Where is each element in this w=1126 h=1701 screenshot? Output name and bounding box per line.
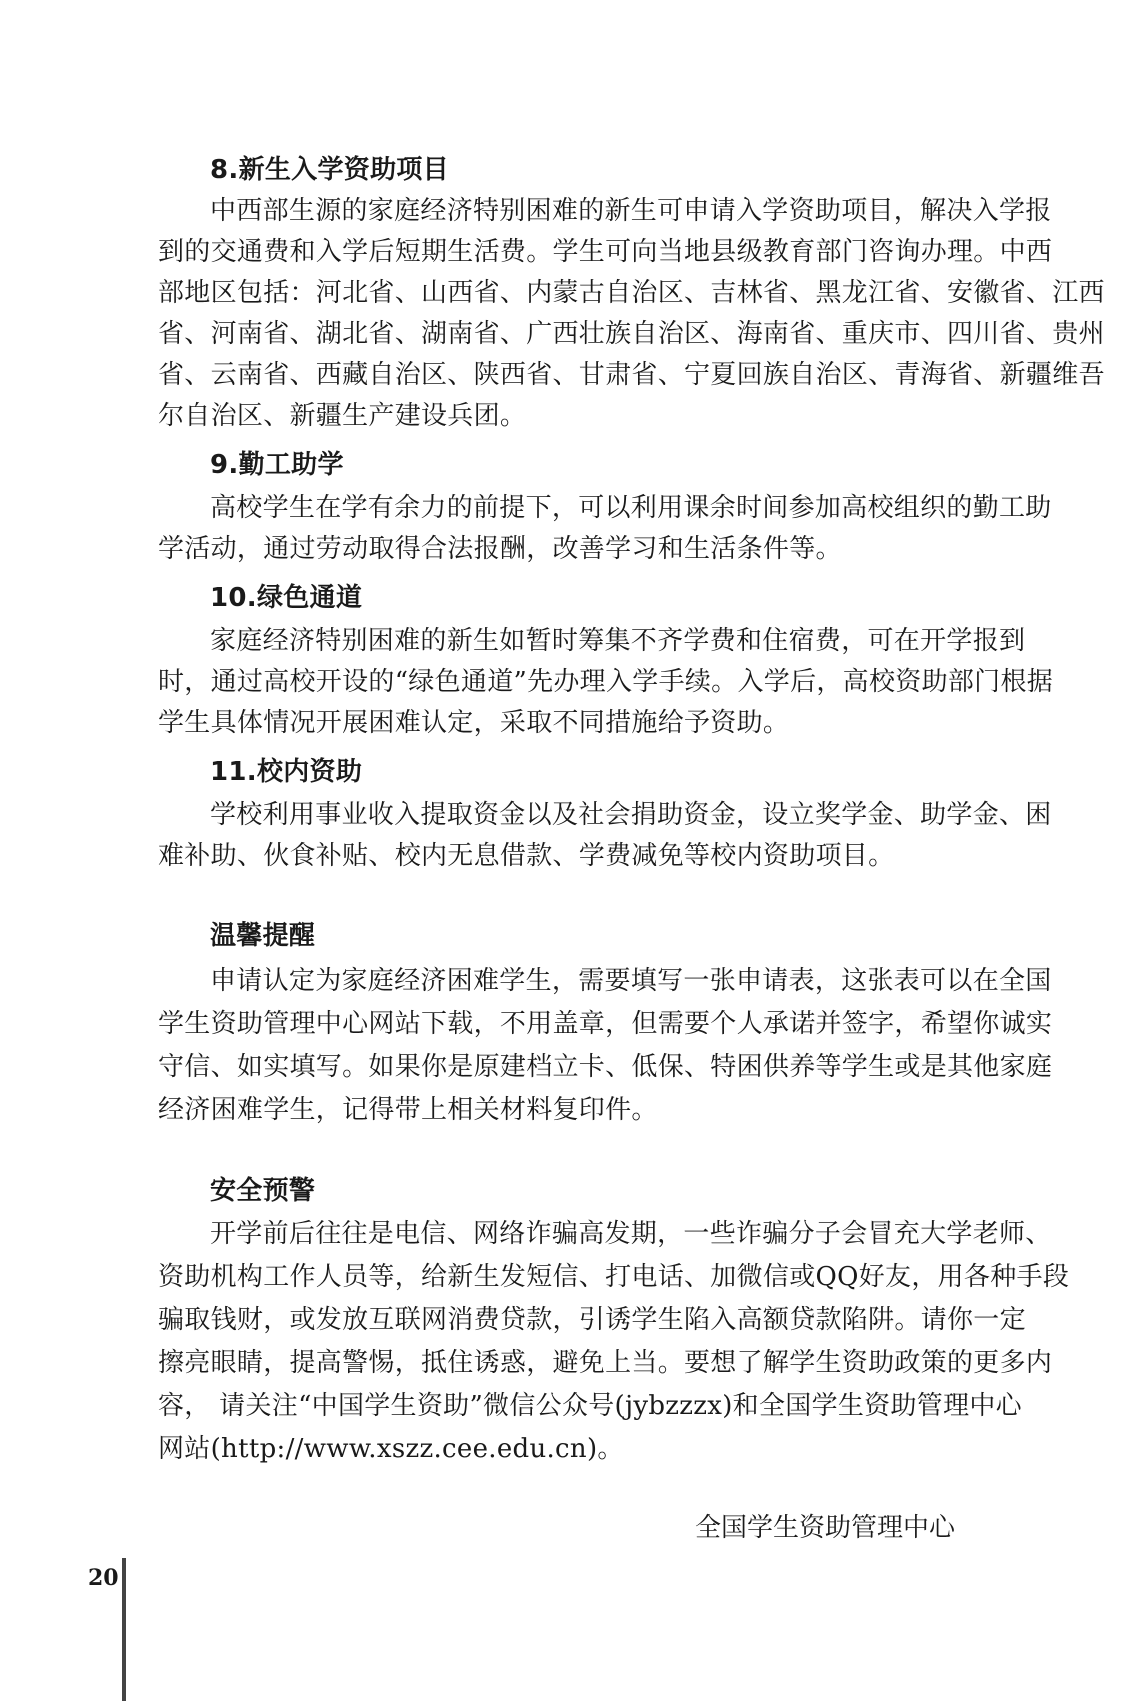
warning-line: 擦亮眼睛，提高警惕，抵住诱惑，避免上当。要想了解学生资助政策的更多内	[158, 1348, 1053, 1378]
page-edge-rule	[122, 1558, 126, 1701]
reminder-line: 经济困难学生，记得带上相关材料复印件。	[158, 1095, 658, 1125]
section-10-line: 家庭经济特别困难的新生如暂时筹集不齐学费和住宿费，可在开学报到	[210, 626, 1026, 656]
section-8-line: 中西部生源的家庭经济特别困难的新生可申请入学资助项目，解决入学报	[210, 196, 1052, 226]
warning-line: 网站(http://www.xszz.cee.edu.cn)。	[158, 1434, 624, 1464]
warning-line: 资助机构工作人员等，给新生发短信、打电话、加微信或QQ好友，用各种手段	[158, 1262, 1070, 1292]
section-9-line: 高校学生在学有余力的前提下，可以利用课余时间参加高校组织的勤工助	[210, 493, 1052, 523]
section-8-line: 省、云南省、西藏自治区、陕西省、甘肃省、宁夏回族自治区、青海省、新疆维吾	[158, 360, 1105, 390]
section-11-line: 难补助、伙食补贴、校内无息借款、学费减免等校内资助项目。	[158, 841, 895, 871]
section-9-line: 学活动，通过劳动取得合法报酬，改善学习和生活条件等。	[158, 534, 842, 564]
section-8-line: 尔自治区、新疆生产建设兵团。	[158, 401, 527, 431]
reminder-line: 学生资助管理中心网站下载，不用盖章，但需要个人承诺并签字，希望你诚实	[158, 1009, 1053, 1039]
reminder-line: 守信、如实填写。如果你是原建档立卡、低保、特困供养等学生或是其他家庭	[158, 1052, 1053, 1082]
section-8-line: 省、河南省、湖北省、湖南省、广西壮族自治区、海南省、重庆市、四川省、贵州	[158, 319, 1105, 349]
section-10-heading: 10.绿色通道	[210, 583, 363, 613]
signature: 全国学生资助管理中心	[695, 1513, 956, 1543]
section-9-heading: 9.勤工助学	[210, 450, 344, 480]
page-number: 20	[88, 1565, 119, 1591]
section-11-heading: 11.校内资助	[210, 757, 363, 787]
section-8-line: 部地区包括：河北省、山西省、内蒙古自治区、吉林省、黑龙江省、安徽省、江西	[158, 278, 1105, 308]
warning-heading: 安全预警	[210, 1176, 316, 1206]
reminder-line: 申请认定为家庭经济困难学生，需要填写一张申请表，这张表可以在全国	[210, 966, 1052, 996]
warning-line: 容， 请关注“中国学生资助”微信公众号(jybzzzx)和全国学生资助管理中心	[158, 1391, 1022, 1421]
section-11-line: 学校利用事业收入提取资金以及社会捐助资金，设立奖学金、助学金、困	[210, 800, 1052, 830]
section-8-line: 到的交通费和入学后短期生活费。学生可向当地县级教育部门咨询办理。中西	[158, 237, 1053, 267]
reminder-heading: 温馨提醒	[210, 921, 316, 951]
section-10-line: 时，通过高校开设的“绿色通道”先办理入学手续。入学后，高校资助部门根据	[158, 667, 1054, 697]
warning-line: 骗取钱财，或发放互联网消费贷款，引诱学生陷入高额贷款陷阱。请你一定	[158, 1305, 1026, 1335]
section-8-heading: 8.新生入学资助项目	[210, 155, 449, 185]
warning-line: 开学前后往往是电信、网络诈骗高发期，一些诈骗分子会冒充大学老师、	[210, 1219, 1052, 1249]
section-10-line: 学生具体情况开展困难认定，采取不同措施给予资助。	[158, 708, 790, 738]
